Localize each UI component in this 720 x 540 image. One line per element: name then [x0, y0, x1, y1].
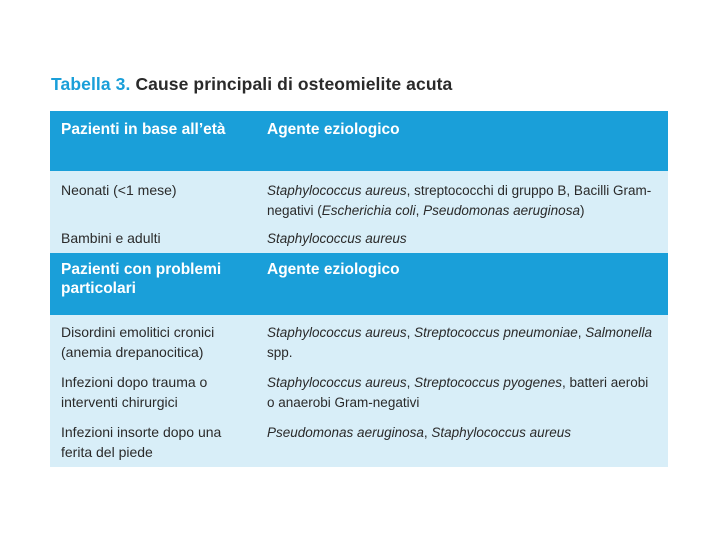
agent-text: ,: [415, 202, 424, 218]
agent-text: ,: [423, 425, 432, 440]
header-patients-special: Pazienti con problemi particolari: [50, 253, 259, 315]
section-header-special: [50, 253, 668, 315]
species-name: Salmonella: [585, 325, 653, 340]
agent-text: ): [579, 202, 585, 218]
patient-cell: Bambini e adulti: [50, 225, 259, 253]
table-row: [50, 225, 668, 253]
species-name: Streptococcus pyogenes: [414, 375, 562, 390]
agent-text: ,: [406, 375, 415, 390]
table-row: [50, 417, 668, 467]
agent-text: spp.: [267, 344, 293, 360]
agent-cell: [259, 367, 668, 417]
agent-cell: [259, 417, 668, 467]
agent-text: ,: [406, 325, 415, 340]
etiology-table: [50, 111, 668, 467]
species-name: Pseudomonas aeruginosa: [267, 425, 424, 440]
header-patients-by-age: Pazienti in base all’età: [50, 111, 259, 171]
species-name: Staphylococcus aureus: [267, 375, 407, 390]
table-number-label: Tabella 3.: [51, 74, 131, 94]
table-title: [51, 74, 452, 95]
species-name: Staphylococcus aureus: [267, 231, 407, 246]
header-etiologic-agent: Agente eziologico: [259, 111, 668, 171]
species-name: Staphylococcus aureus: [431, 425, 571, 440]
patient-cell: Infezioni dopo trauma o interventi chirurgici: [50, 367, 259, 417]
header-etiologic-agent: Agente eziologico: [259, 253, 668, 315]
table-row: [50, 315, 668, 367]
species-name: Staphylococcus aureus: [267, 325, 407, 340]
species-name: Escherichia coli: [321, 202, 416, 218]
agent-cell: [259, 171, 668, 225]
agent-cell: [259, 315, 668, 367]
agent-text: , streptococchi di gruppo B, Bacilli Gram-negativi (: [267, 183, 652, 218]
section-header-age: [50, 111, 668, 171]
patient-cell: Neonati (<1 mese): [50, 171, 259, 225]
patient-cell: Disordini emolitici cronici (anemia drepanocitica): [50, 315, 259, 367]
table-row: [50, 171, 668, 225]
species-name: Staphylococcus aureus: [267, 183, 407, 198]
table-title-text: Cause principali di osteomielite acuta: [135, 74, 453, 94]
agent-cell: [259, 225, 668, 253]
patient-cell: Infezioni insorte dopo una ferita del piede: [50, 417, 259, 467]
agent-text: , batteri aerobi o anaerobi Gram-negativi: [267, 375, 649, 410]
table-row: [50, 367, 668, 417]
species-name: Pseudomonas aeruginosa: [423, 202, 580, 218]
agent-text: ,: [577, 325, 586, 340]
species-name: Streptococcus pneumoniae: [414, 325, 578, 340]
